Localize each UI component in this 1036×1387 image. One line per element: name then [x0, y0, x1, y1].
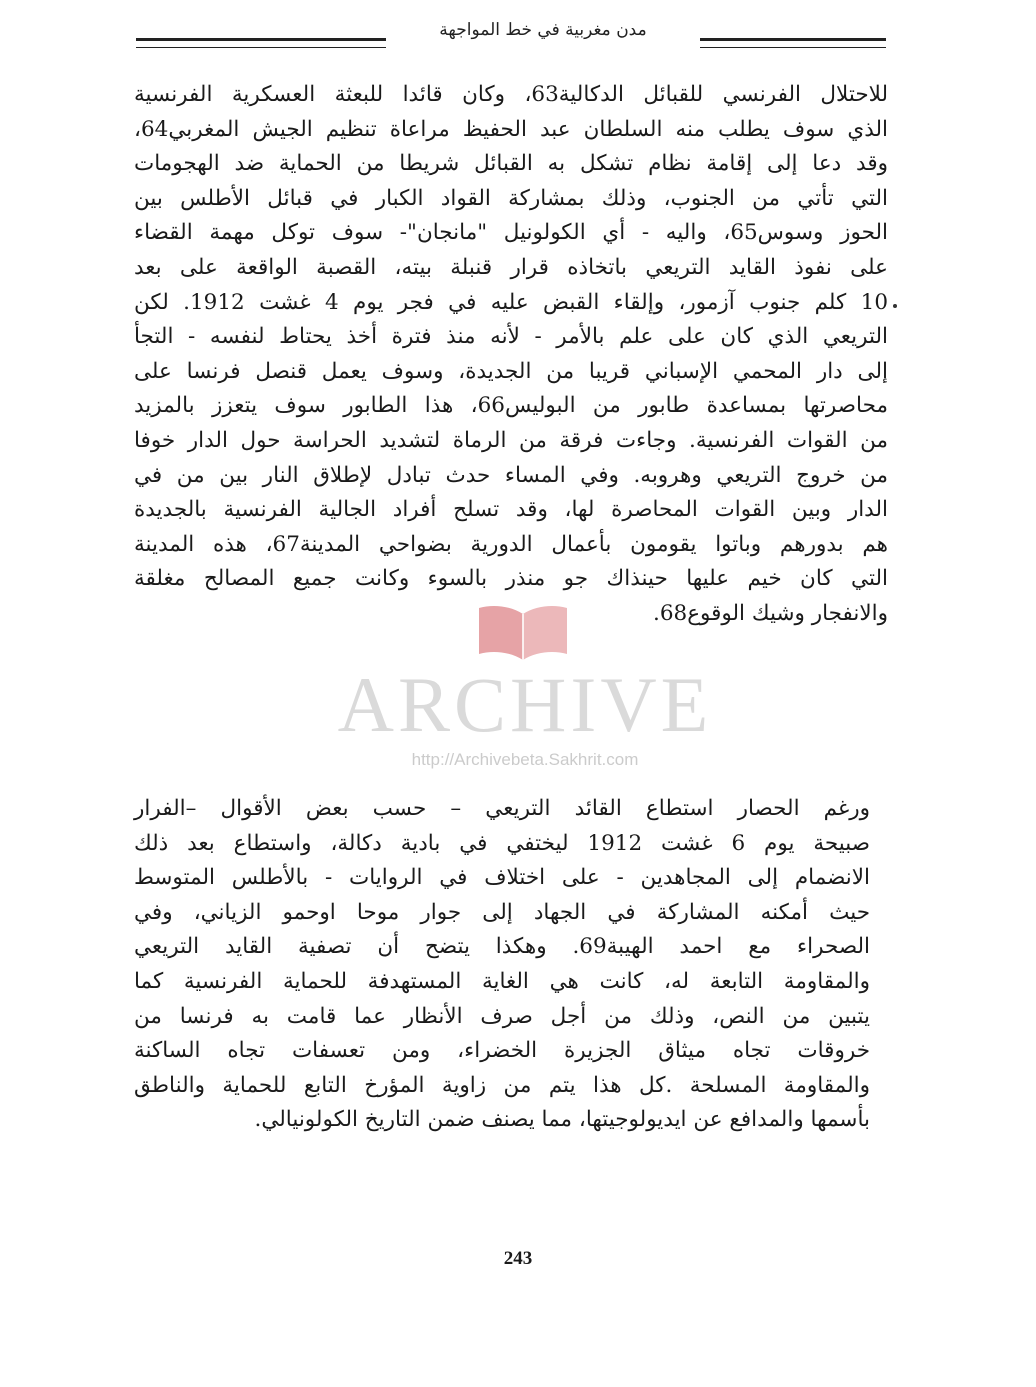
text-line: الحوز وسوس65، واليه - أي الكولونيل "مانجان"- سوف توكل مهمة القضاء — [134, 220, 888, 246]
text-line: من القوات الفرنسية. وجاءت فرقة من الرماة لتشديد الحراسة حول الدار خوفا — [134, 427, 888, 453]
text-line: الصحراء مع احمد الهيبة69. وهكذا يتضح أن تصفية القايد التريعي — [134, 934, 871, 960]
text-line: الذي سوف يطلب منه السلطان عبد الحفيظ مراعاة تنظيم الجيش المغربي64، — [134, 116, 888, 142]
text-line: إلى دار المحمي الإسباني قريبا من الجديدة، وسوف يعمل قنصل فرنسا على — [134, 358, 888, 384]
text-line: الدار وبين القوات المحاصرة لها، وقد تسلح أفراد الجالية الفرنسية بالجديدة — [134, 497, 888, 523]
text-line: يتبين من النص، وذلك من أجل صرف الأنظار عما قامت به فرنسا من — [134, 1003, 870, 1029]
text-line: خروقات تجاه ميثاق الجزيرة الخضراء، ومن تعسفات تجاه الساكنة — [134, 1038, 870, 1064]
text-line: والمقاومة التابعة له، كانت هي الغاية المستهدفة للحماية الفرنسية كما — [134, 968, 870, 994]
running-header: مدن مغربية في خط المواجهة — [439, 20, 647, 40]
margin-mark — [893, 304, 897, 308]
text-line: للاحتلال الفرنسي للقبائل الدكالية63، وكان قائدا للبعثة العسكرية الفرنسية — [134, 82, 889, 107]
paragraph-1 — [134, 78, 888, 632]
text-line: التي كان خيم عليها حينذاك جو منذر بالسوء وكانت جميع المصالح مغلقة — [134, 566, 888, 592]
text-line: والمقاومة المسلحة .كل هذا يتم من زاوية المؤرخ التابع للحماية والناطق — [134, 1072, 870, 1098]
text-line: حيث أمكنه المشاركة في الجهاد إلى جوار موحا اوحمو الزياني، وفي — [134, 899, 870, 925]
text-line: التريعي الذي كان على علم بالأمر - لأنه منذ فترة أخذ يحتاط لنفسه - التجأ — [134, 324, 888, 350]
text-line: ورغم الحصار استطاع القائد التريعي – حسب بعض الأقوال –الفرار — [134, 796, 870, 821]
text-line: بأسمها والمدافع عن ايديولوجيتها، مما يصنف ضمن التاريخ الكولونيالي. — [254, 1107, 870, 1133]
text-line: على نفوذ القايد التريعي باتخاذه قرار قنبلة بيته، القصبة الواقعة على بعد — [134, 254, 888, 280]
text-line: والانفجار وشيك الوقوع68. — [652, 600, 888, 626]
header-rule-right — [700, 38, 886, 48]
header-rule-left — [136, 38, 386, 48]
text-line: هم بدورهم وباتوا يقومون بأعمال الدورية بضواحي المدينة67، هذه المدينة — [134, 531, 888, 557]
text-line: 10 كلم جنوب آزمور، وإلقاء القبض عليه في فجر يوم 4 غشت 1912. لكن — [134, 289, 888, 315]
text-line: محاصرتها بمساعدة طابور من البوليس66، هذا الطابور سوف يتعزز بالمزيد — [134, 393, 888, 419]
paragraph-2 — [134, 792, 888, 1138]
text-line: الانضمام إلى المجاهدين - على اختلاف في الروايات - بالأطلس المتوسط — [134, 865, 870, 891]
watermark-word: ARCHIVE — [337, 661, 713, 748]
text-line: وقد دعا إلى إقامة نظام تشكل به القبائل شريطا من الحماية ضد الهجومات — [134, 151, 888, 177]
text-line: من خروج التريعي وهروبه. وفي المساء حدث تبادل لإطلاق النار بين من في — [134, 462, 888, 488]
page-number: 243 — [503, 1248, 533, 1269]
text-line: صبيحة يوم 6 غشت 1912 ليختفي في بادية دكالة، واستطاع بعد ذلك — [134, 830, 870, 856]
text-line: التي تأتي من الجنوب، وذلك بمشاركة القواد الكبار في قبائل الأطلس بين — [134, 185, 888, 211]
watermark-url: http://Archivebeta.Sakhrit.com — [411, 750, 639, 769]
